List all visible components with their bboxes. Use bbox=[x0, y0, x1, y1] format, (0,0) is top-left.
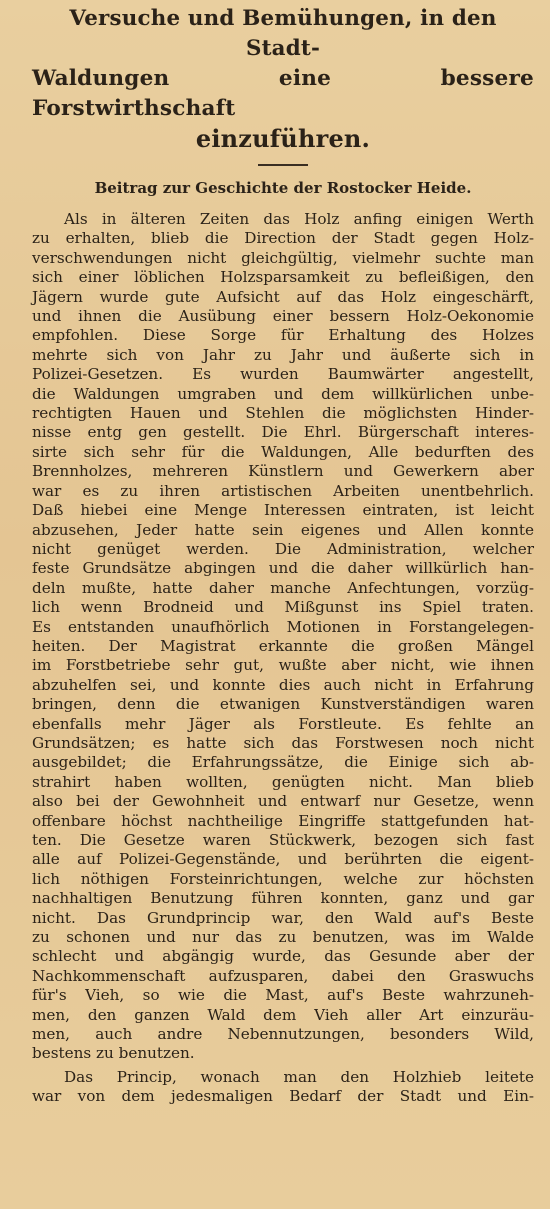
text-line: nachhaltigen Benutzung führen konnten, ganz und gar bbox=[32, 889, 534, 908]
text-line: verschwendungen nicht gleichgültig, vielmehr suchte man bbox=[32, 248, 534, 267]
text-line: im Forstbetriebe sehr gut, wußte aber nicht, wie ihnen bbox=[32, 656, 534, 675]
text-line: also bei der Gewohnheit und entwarf nur Gesetze, wenn bbox=[32, 792, 534, 811]
text-line: rechtigten Hauen und Stehlen die möglichsten Hinder- bbox=[32, 404, 534, 423]
text-line: Grundsätzen; es hatte sich das Forstwesen noch nicht bbox=[32, 733, 534, 752]
text-line: deln mußte, hatte daher manche Anfechtungen, vorzüg- bbox=[32, 578, 534, 597]
text-line: sirte sich sehr für die Waldungen, Alle bedurften des bbox=[32, 442, 534, 461]
text-line: empfohlen. Diese Sorge für Erhaltung des Holzes bbox=[32, 326, 534, 345]
text-line: strahirt haben wollten, genügten nicht. Man blieb bbox=[32, 772, 534, 791]
text-line: men, den ganzen Wald dem Vieh aller Art einzuräu- bbox=[32, 1005, 534, 1024]
text-line: zu schonen und nur das zu benutzen, was im Walde bbox=[32, 928, 534, 947]
text-line: lich nöthigen Forsteinrichtungen, welche zur höchsten bbox=[32, 869, 534, 888]
text-line: offenbare höchst nachtheilige Eingriffe stattgefunden hat- bbox=[32, 811, 534, 830]
text-line: mehrte sich von Jahr zu Jahr und äußerte sich in bbox=[32, 345, 534, 364]
paragraph-2 bbox=[32, 1068, 534, 1107]
text-line: ebenfalls mehr Jäger als Forstleute. Es fehlte an bbox=[32, 714, 534, 733]
title-line: Versuche und Bemühungen, in den Stadt- bbox=[69, 6, 497, 61]
text-line: schlecht und abgängig wurde, das Gesunde aber der bbox=[32, 947, 534, 966]
text-line: für's Vieh, so wie die Mast, auf's Beste wahrzuneh- bbox=[32, 986, 534, 1005]
article-title bbox=[32, 4, 534, 154]
title-line: einzuführen. bbox=[195, 124, 371, 153]
text-line: war von dem jedesmaligen Bedarf der Stadt und Ein- bbox=[32, 1087, 534, 1106]
article-subtitle: Beitrag zur Geschichte der Rostocker Heide. bbox=[94, 179, 472, 197]
text-line: nisse entg gen gestellt. Die Ehrl. Bürgerschaft interes- bbox=[32, 423, 534, 442]
text-line: war es zu ihren artistischen Arbeiten unentbehrlich. bbox=[32, 481, 534, 500]
text-line: Nachkommenschaft aufzusparen, dabei den Graswuchs bbox=[32, 966, 534, 985]
text-line: Jägern wurde gute Aufsicht auf das Holz eingeschärft, bbox=[32, 287, 534, 306]
text-line: nicht genüget werden. Die Administration, welcher bbox=[32, 539, 534, 558]
text-line: feste Grundsätze abgingen und die daher willkürlich han- bbox=[32, 559, 534, 578]
text-line: Daß hiebei eine Menge Interessen eintraten, ist leicht bbox=[32, 501, 534, 520]
text-line: Das Princip, wonach man den Holzhieb leitete bbox=[64, 1067, 534, 1086]
text-line: und ihnen die Ausübung einer bessern Holz-Oekonomie bbox=[32, 307, 534, 326]
paragraph-1 bbox=[32, 210, 534, 1064]
text-line: sich einer löblichen Holzsparsamkeit zu befleißigen, den bbox=[32, 268, 534, 287]
text-line: Brennholzes, mehreren Künstlern und Gewerkern aber bbox=[32, 462, 534, 481]
text-line: abzusehen, Jeder hatte sein eigenes und Allen konnte bbox=[32, 520, 534, 539]
text-line: ausgebildet; die Erfahrungssätze, die Einige sich ab- bbox=[32, 753, 534, 772]
text-line: men, auch andre Nebennutzungen, besonders Wild, bbox=[32, 1025, 534, 1044]
text-line: abzuhelfen sei, und konnte dies auch nicht in Erfahrung bbox=[32, 675, 534, 694]
text-line: lich wenn Brodneid und Mißgunst ins Spiel traten. bbox=[32, 598, 534, 617]
text-line: zu erhalten, blieb die Direction der Stadt gegen Holz- bbox=[32, 229, 534, 248]
text-line: Als in älteren Zeiten das Holz anfing einigen Werth bbox=[64, 210, 534, 228]
text-line: nicht. Das Grundprincip war, den Wald auf's Beste bbox=[32, 908, 534, 927]
title-line: Waldungen eine bessere Forstwirthschaft bbox=[32, 66, 534, 121]
text-line: heiten. Der Magistrat erkannte die großen Mängel bbox=[32, 636, 534, 655]
title-divider bbox=[258, 164, 308, 166]
text-line: bestens zu benutzen. bbox=[32, 1044, 195, 1063]
text-line: bringen, denn die etwanigen Kunstverständigen waren bbox=[32, 695, 534, 714]
text-line: alle auf Polizei-Gegenstände, und berührten die eigent- bbox=[32, 850, 534, 869]
text-line: die Waldungen umgraben und dem willkürlichen unbe- bbox=[32, 384, 534, 403]
text-line: Es entstanden unaufhörlich Motionen in Forstangelegen- bbox=[32, 617, 534, 636]
text-line: Polizei-Gesetzen. Es wurden Baumwärter angestellt, bbox=[32, 365, 534, 384]
text-line: ten. Die Gesetze waren Stückwerk, bezogen sich fast bbox=[32, 831, 534, 849]
